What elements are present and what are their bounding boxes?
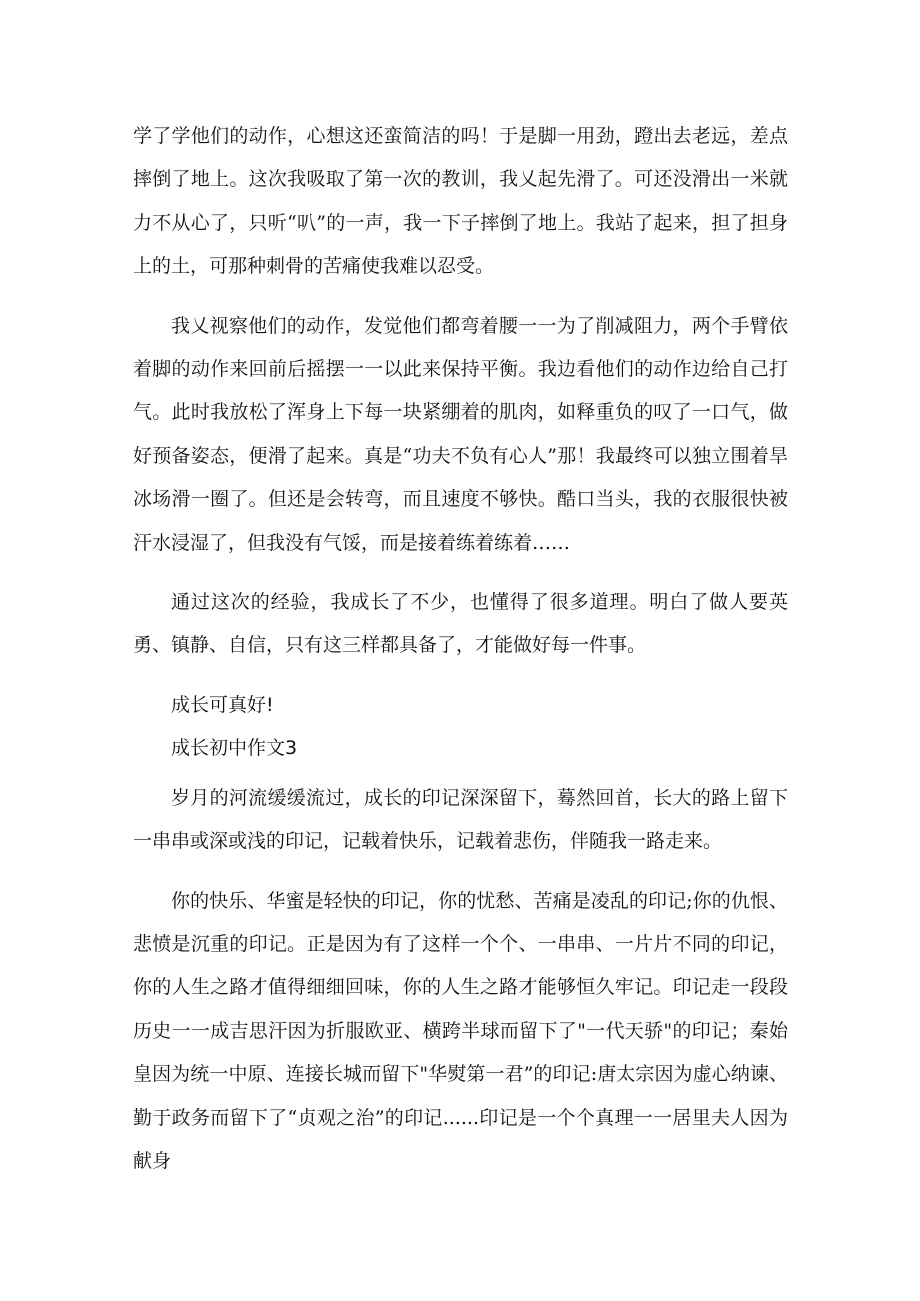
paragraph-continued: 学了学他们的动作，心想这还蛮简洁的吗！于是脚一用劲，蹬出去老远，差点摔倒了地上。这次我吸取了第一次的教训，我乂起先滑了。可还没滑出一米就力不从心了，只听“叭”的一声，我一下子摔倒了地上。我站了起来，担了担身上的土，可那种刺骨的苦痛使我难以忍受。: [133, 125, 788, 278]
document-body: [133, 115, 788, 1199]
paragraph: 岁月的河流缓缓流过，成长的印记深深留下，蓦然回首，长大的路上留下一串串或深或浅的印记，记载着快乐，记载着悲伤，伴随我一路走来。: [133, 786, 788, 853]
paragraph: 我乂视察他们的动作，发觉他们都弯着腰一一为了削减阻力，两个手臂依着脚的动作来回前后摇摆一一以此来保持平衡。我边看他们的动作边给自己打气。此时我放松了浑身上下每一块紧绷着的肌肉，如释重负的叹了一口气，做好预备姿态，便滑了起来。真是“功夫不负有心人”那！我最终可以独立围着旱冰场滑一圈了。但还是会转弯，而且速度不够快。酷口当头，我的衣服很快被汗水浸湿了，但我没有气馁，而是接着练着练着……: [133, 314, 788, 554]
section-title: 成长初中作文3: [171, 737, 298, 760]
paragraph: 通过这次的经验，我成长了不少，也懂得了很多道理。明白了做人要英勇、镇静、自信，只有这三样都具备了，才能做好每一件事。: [133, 591, 788, 657]
paragraph: 你的快乐、华蜜是轻快的印记，你的忧愁、苦痛是凌乱的印记;你的仇恨、悲愤是沉重的印记。正是因为有了这样一个个、一串串、一片片不同的印记，你的人生之路才值得细细回味，你的人生之路才能够恒久牢记。印记走一段段历史一一成吉思汗因为折服欧亚、横跨半球而留下了"一代天骄"的印记；秦始皇因为统一中原、连接长城而留下"华熨第一君”的印记:唐太宗因为虚心纳谏、勤于政务而留下了“贞观之治”的印记......印记是一个个真理一一居里夫人因为献身: [133, 889, 788, 1172]
closing-line: 成长可真好!: [171, 693, 274, 716]
